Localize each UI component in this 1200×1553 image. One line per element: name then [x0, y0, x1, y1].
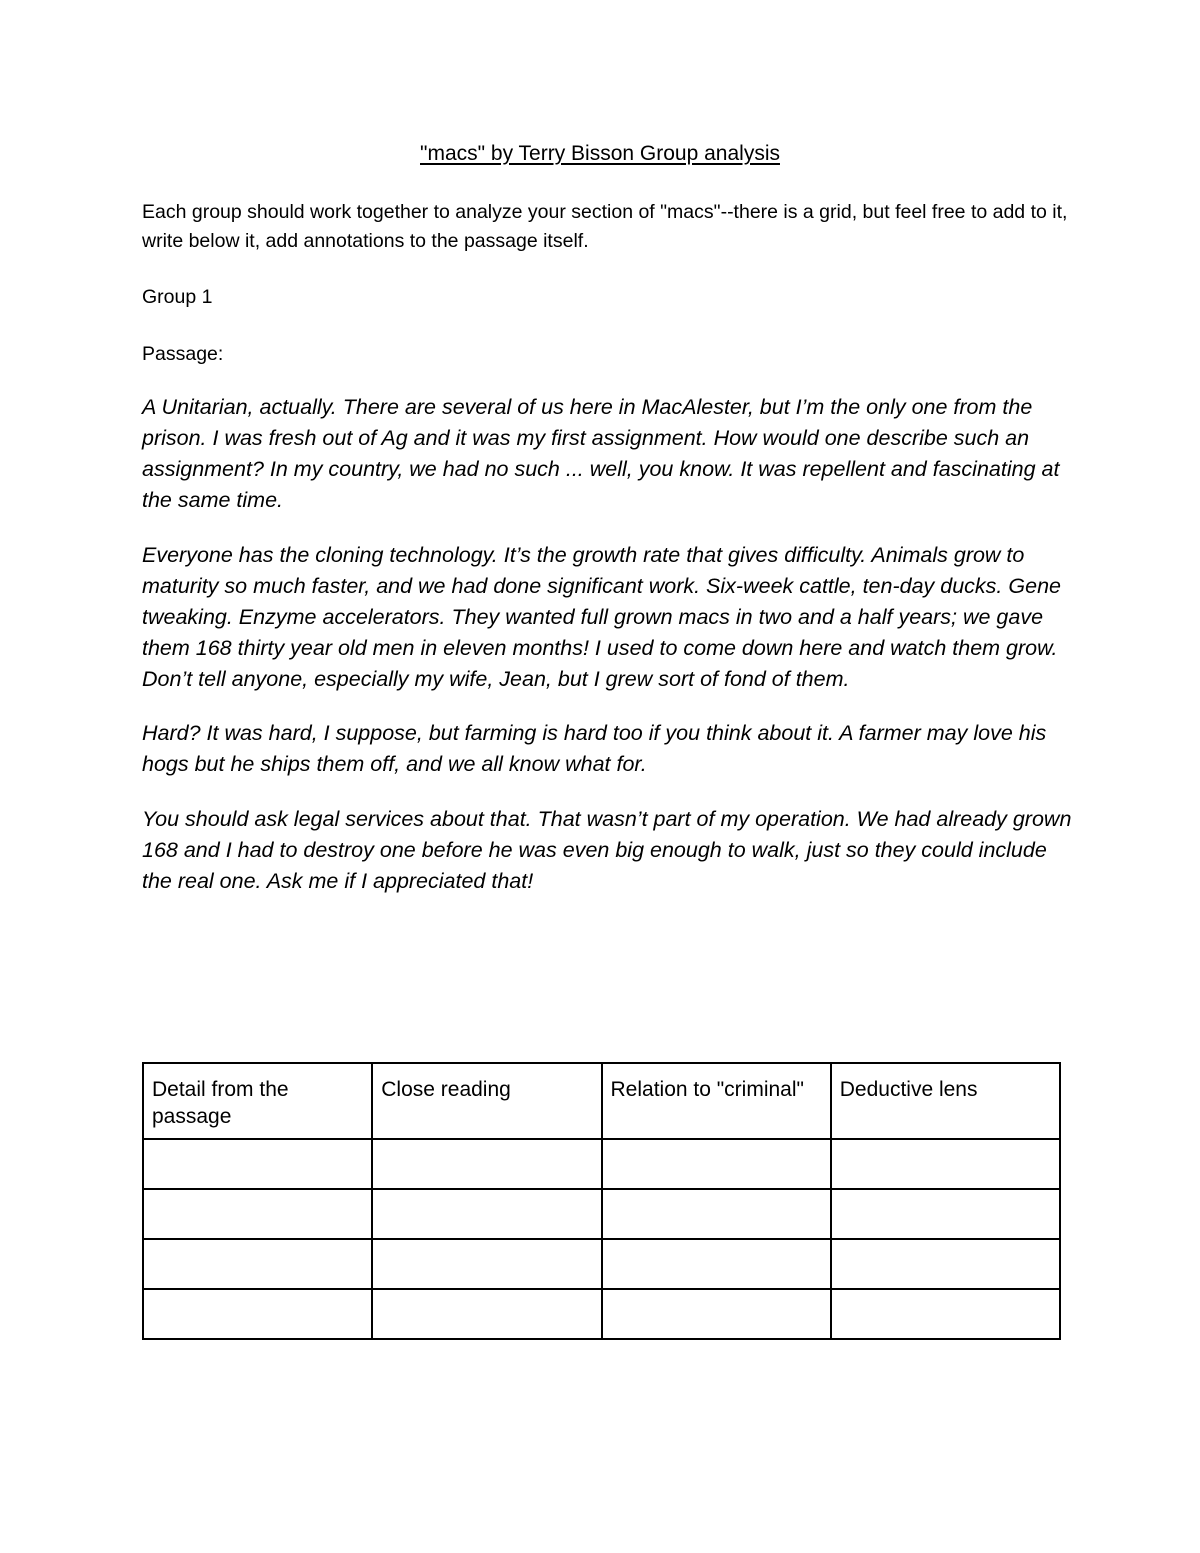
grid-header-cell: Detail from the passage: [143, 1063, 372, 1139]
grid-cell[interactable]: [831, 1139, 1060, 1189]
grid-cell[interactable]: [372, 1189, 601, 1239]
document-title: "macs" by Terry Bisson Group analysis: [420, 142, 780, 165]
grid-cell[interactable]: [602, 1139, 831, 1189]
grid-row: [143, 1289, 1060, 1339]
grid-header-cell: Close reading: [372, 1063, 601, 1139]
grid-row: [143, 1189, 1060, 1239]
grid-cell[interactable]: [602, 1239, 831, 1289]
grid-cell[interactable]: [831, 1239, 1060, 1289]
grid-cell[interactable]: [602, 1289, 831, 1339]
group-label: Group 1: [142, 286, 213, 308]
passage-label: Passage:: [142, 343, 224, 365]
passage-text: [142, 392, 1077, 920]
passage-paragraph: Everyone has the cloning technology. It’s the growth rate that gives difficulty. Animals grow to maturity so much faster, and we had done significant work. Six-week cattle, ten-day ducks. Gene tweaking. Enzyme accelerators. They wanted full grown macs in two and a half years; we gave them 168 thirty year old men in eleven months! I used to come down here and watch them grow. Don’t tell anyone, especially my wife, Jean, but I grew sort of fond of them.: [142, 542, 1061, 691]
grid-cell[interactable]: [831, 1289, 1060, 1339]
grid-header-cell: Relation to "criminal": [602, 1063, 831, 1139]
grid-header-row: [143, 1063, 1060, 1139]
grid-cell[interactable]: [372, 1139, 601, 1189]
grid-cell[interactable]: [143, 1189, 372, 1239]
grid-cell[interactable]: [143, 1139, 372, 1189]
grid-row: [143, 1139, 1060, 1189]
grid-cell[interactable]: [143, 1289, 372, 1339]
grid-cell[interactable]: [831, 1189, 1060, 1239]
instructions-paragraph: Each group should work together to analyze your section of "macs"--there is a grid, but feel free to add to it, write below it, add annotations to the passage itself.: [142, 201, 1068, 252]
passage-paragraph: Hard? It was hard, I suppose, but farming is hard too if you think about it. A farmer may love his hogs but he ships them off, and we all know what for.: [142, 721, 1047, 776]
grid-cell[interactable]: [143, 1239, 372, 1289]
grid-row: [143, 1239, 1060, 1289]
grid-cell[interactable]: [372, 1239, 601, 1289]
analysis-grid: [142, 1062, 1061, 1340]
grid-cell[interactable]: [372, 1289, 601, 1339]
grid-cell[interactable]: [602, 1189, 831, 1239]
passage-paragraph: A Unitarian, actually. There are several of us here in MacAlester, but I’m the only one from the prison. I was fresh out of Ag and it was my first assignment. How would one describe such an assignment? In my country, we had no such ... well, you know. It was repellent and fascinating at the same time.: [142, 395, 1060, 512]
grid-header-cell: Deductive lens: [831, 1063, 1060, 1139]
passage-paragraph: You should ask legal services about that. That wasn’t part of my operation. We had already grown 168 and I had to destroy one before he was even big enough to walk, just so they could include the real one. Ask me if I appreciated that!: [142, 806, 1072, 893]
